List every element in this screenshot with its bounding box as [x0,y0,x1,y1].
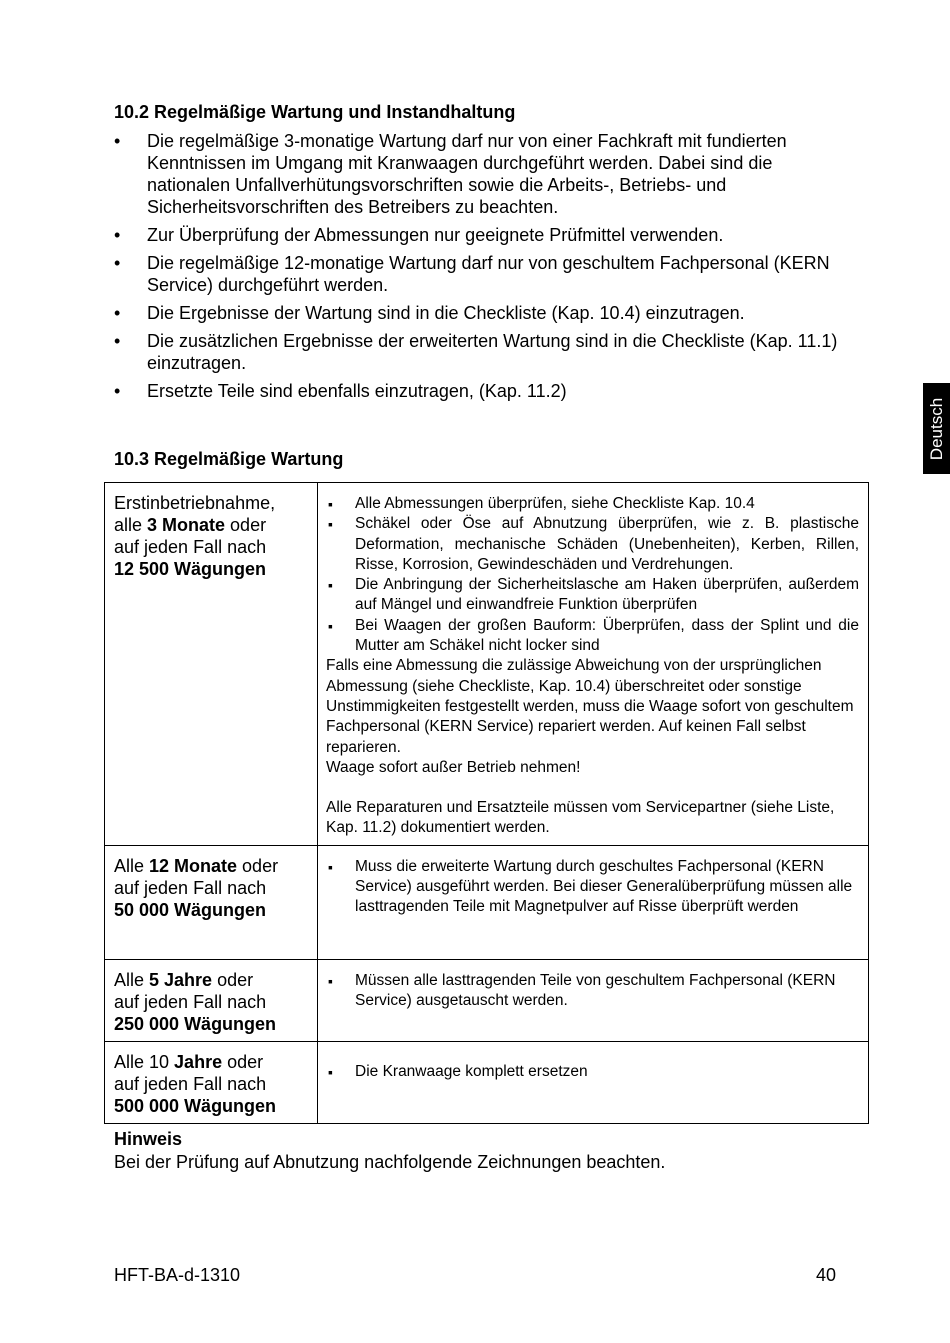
table-row [105,845,869,959]
interval-period: 3 Monate [147,515,226,535]
language-side-tab [923,383,950,474]
list-item: • Ersetzte Teile sind ebenfalls einzutragen, (Kap. 11.2) [114,380,854,402]
interval-text: auf jeden Fall nach [114,537,267,557]
document-id: HFT-BA-d-1310 [114,1265,241,1285]
interval-text: auf jeden Fall nach [114,877,267,898]
interval-text: Alle 10 [114,1051,175,1072]
list-item: • Die zusätzlichen Ergebnisse der erweiterten Wartung sind in die Checkliste (Kap. 11.1) einzutragen. [114,330,854,374]
task-item: ▪ Alle Abmessungen überprüfen, siehe Checkliste Kap. 10.4 [326,494,859,514]
list-item: • Zur Überprüfung der Abmessungen nur geeignete Prüfmittel verwenden. [114,224,854,246]
task-list [326,1062,859,1082]
shutdown-paragraph: Waage sofort außer Betrieb nehmen! [326,758,581,776]
maintenance-schedule-table [104,482,869,1124]
interval-text: oder [222,1051,264,1072]
interval-weighings: 250 000 Wägungen [114,1013,277,1034]
task-list [326,857,859,918]
interval-text: oder [212,969,254,990]
task-item: ▪ Schäkel oder Öse auf Abnutzung überprüfen, wie z. B. plastische Deformation, mechanische Schäden (Unebenheiten), Kerben, Rillen, Risse, Korrosion, Gewindeschäden und Verdrehungen. [326,514,859,575]
interval-weighings: 500 000 Wägungen [114,1095,277,1116]
interval-text: oder [237,855,279,876]
interval-text: Alle [114,969,150,990]
interval-text: auf jeden Fall nach [114,1073,267,1094]
page-number: 40 [816,1265,837,1285]
list-item: • Die regelmäßige 3-monatige Wartung darf nur von einer Fachkraft mit fundierten Kenntnissen im Umgang mit Kranwaagen durchgeführt werden. Dabei sind die nationalen Unfallverhütungsvorschriften sowie die Arbeits-, Betriebs- und Sicherheitsvorschriften des Betreibers zu beachten. [114,130,854,218]
task-item: ▪ Die Anbringung der Sicherheitslasche am Haken überprüfen, außerdem auf Mängel und einwandfreie Funktion überprüfen [326,575,859,616]
interval-weighings: 12 500 Wägungen [114,559,267,579]
section-heading-10-2: 10.2 Regelmäßige Wartung und Instandhaltung [114,102,516,122]
tasks-cell [318,959,869,1041]
note-heading: Hinweis [114,1129,183,1149]
interval-text: Erstinbetriebnahme, [114,493,276,513]
interval-text: alle [114,515,148,535]
interval-text: Alle [114,855,150,876]
list-item: • Die Ergebnisse der Wartung sind in die Checkliste (Kap. 10.4) einzutragen. [114,302,854,324]
table-row [105,483,869,846]
note-text: Bei der Prüfung auf Abnutzung nachfolgende Zeichnungen beachten. [114,1152,666,1172]
task-item: ▪ Müssen alle lasttragenden Teile von geschultem Fachpersonal (KERN Service) ausgetauscht werden. [326,971,859,1012]
table-row [105,959,869,1041]
note-block [114,1128,665,1174]
interval-period: 5 Jahre [149,969,213,990]
task-list [326,494,859,656]
tasks-cell [318,1041,869,1123]
task-item: ▪ Muss die erweiterte Wartung durch geschultes Fachpersonal (KERN Service) ausgeführt werden. Bei dieser Generalüberprüfung müssen alle lasttragenden Teile mit Magnetpulver auf Risse überprüft werden [326,857,859,918]
interval-period: Jahre [174,1051,223,1072]
tasks-cell [318,845,869,959]
interval-cell [105,483,318,846]
documentation-paragraph: Alle Reparaturen und Ersatzteile müssen vom Servicepartner (siehe Liste, Kap. 11.2) dokumentiert werden. [326,799,835,837]
interval-cell [105,959,318,1041]
interval-text: auf jeden Fall nach [114,991,267,1012]
tasks-cell [318,483,869,846]
interval-text: oder [225,515,267,535]
list-item: • Die regelmäßige 12-monatige Wartung darf nur von geschultem Fachpersonal (KERN Service) durchgeführt werden. [114,252,854,296]
task-item: ▪ Die Kranwaage komplett ersetzen [326,1062,859,1082]
interval-cell [105,1041,318,1123]
interval-cell [105,845,318,959]
maintenance-rules-list [114,130,854,408]
task-item: ▪ Bei Waagen der großen Bauform: Überprüfen, dass der Splint und die Mutter am Schäkel nicht locker sind [326,616,859,657]
deviation-paragraph: Falls eine Abmessung die zulässige Abweichung von der ursprünglichen Abmessung (siehe Checkliste, Kap. 10.4) überschreitet oder sonstige Unstimmigkeiten festgestellt werden, muss die Waage sofort von geschultem Fachpersonal (KERN Service) repariert werden. Auf keinen Fall selbst reparieren. [326,657,854,756]
interval-period: 12 Monate [149,855,238,876]
section-heading-10-3: 10.3 Regelmäßige Wartung [114,449,344,469]
task-list [326,971,859,1012]
table-row [105,1041,869,1123]
interval-weighings: 50 000 Wägungen [114,899,267,920]
language-label: Deutsch [926,397,946,460]
